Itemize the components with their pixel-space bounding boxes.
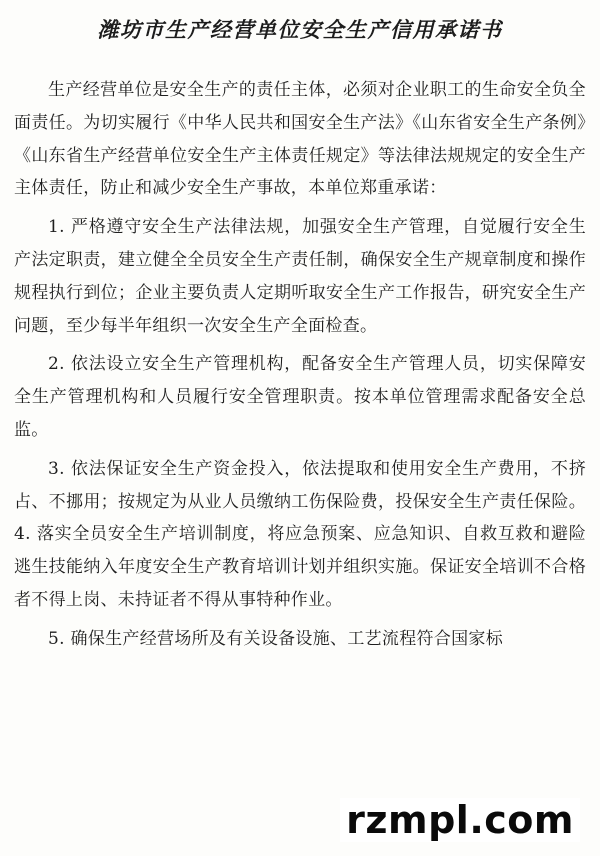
document-title: 潍坊市生产经营单位安全生产信用承诺书 [97,17,503,42]
paragraph-item-5: 5. 确保生产经营场所及有关设备设施、工艺流程符合国家标 [48,628,504,649]
document-body [14,74,586,662]
paragraph-intro: 生产经营单位是安全生产的责任主体，必须对企业职工的生命安全负全面责任。为切实履行《中华人民共和国安全生产法》《山东省安全生产条例》《山东省生产经营单位安全生产主体责任规定》等法律法规规定的安全生产主体责任，防止和减少安全生产事故，本单位郑重承诺： [14,80,586,199]
paragraph-item-1: 1. 严格遵守安全生产法律法规，加强安全生产管理，自觉履行安全生产法定职责，建立健全全员安全生产责任制，确保安全生产规章制度和操作规程执行到位；企业主要负责人定期听取安全生产工作报告，研究安全生产问题，至少每半年组织一次安全生产全面检查。 [14,217,586,336]
site-watermark: rzmpl.com [340,798,580,842]
paragraph-item-3-4: 3. 依法保证安全生产资金投入，依法提取和使用安全生产费用，不挤占、不挪用；按规定为从业人员缴纳工伤保险费，投保安全生产责任保险。4. 落实全员安全生产培训制度，将应急预案、应急知识、自救互救和避险逃生技能纳入年度安全生产教育培训计划并组织实施。保证安全培训不合格者不得上岗、未持证者不得从事特种作业。 [14,458,586,610]
paragraph-item-2: 2. 依法设立安全生产管理机构，配备安全生产管理人员，切实保障安全生产管理机构和人员履行安全管理职责。按本单位管理需求配备安全总监。 [14,354,586,440]
